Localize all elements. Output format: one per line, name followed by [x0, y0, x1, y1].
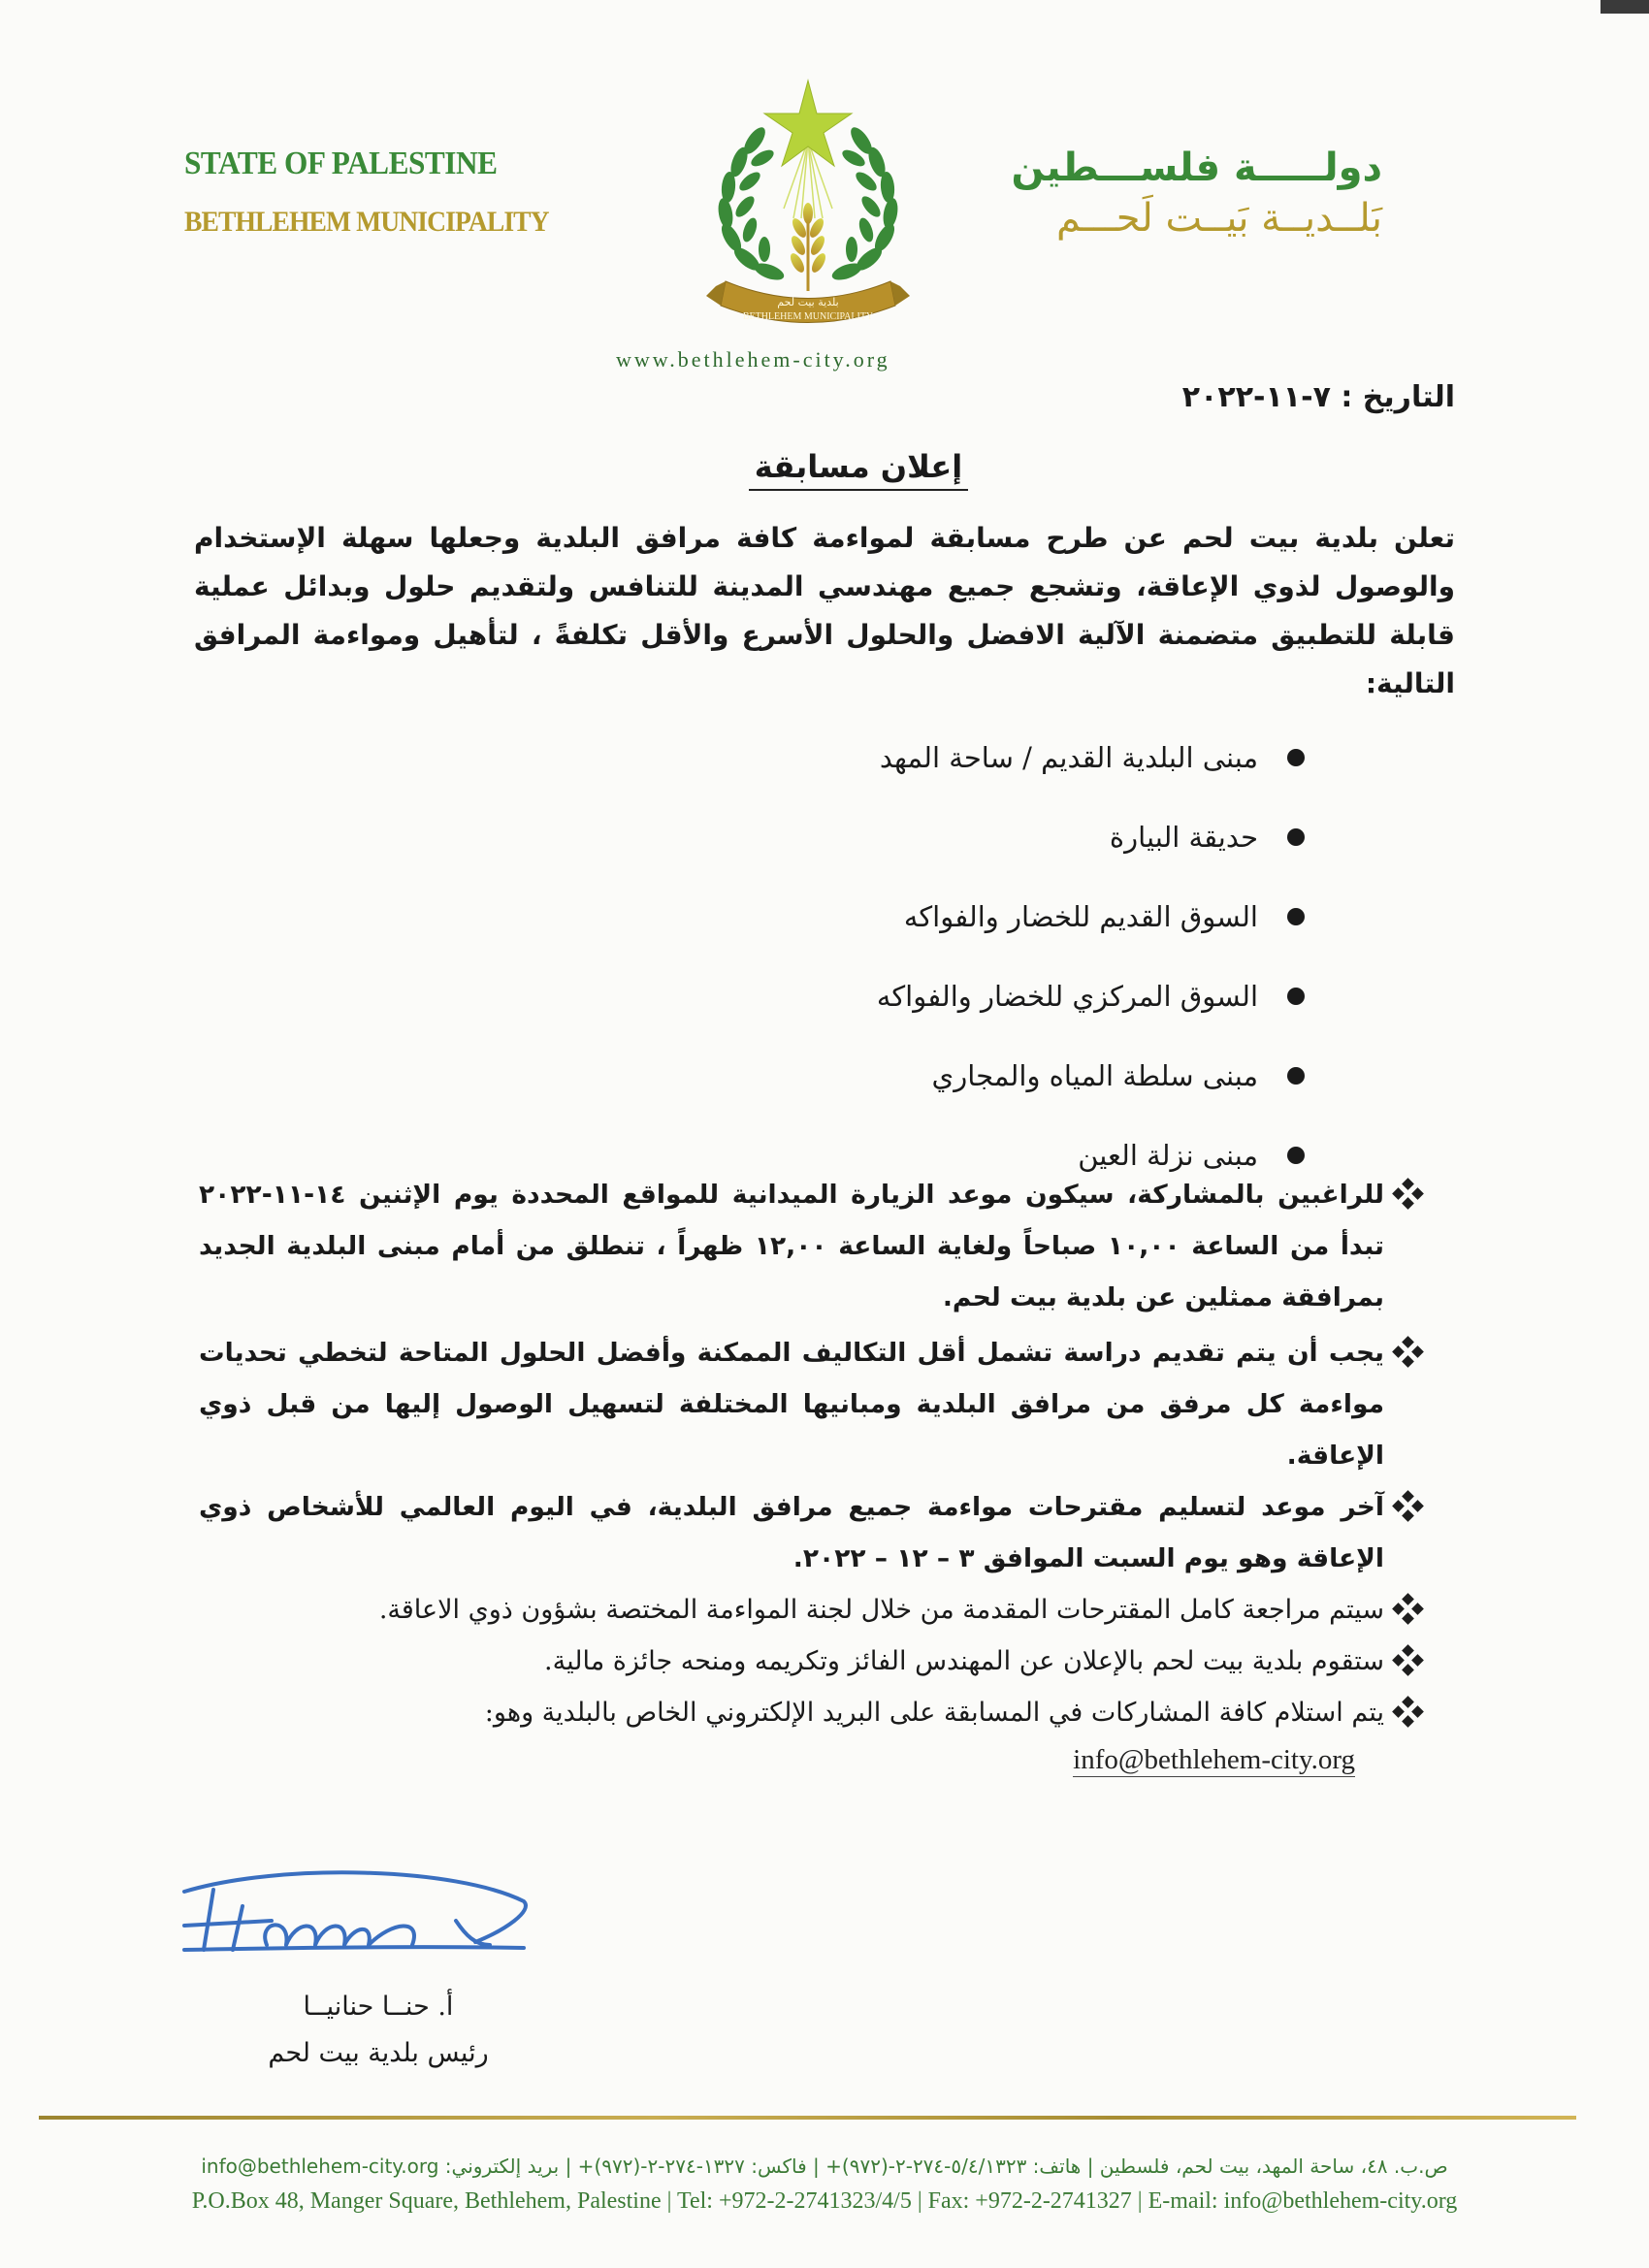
diamond-bullet-icon	[1392, 1594, 1425, 1627]
diamond-bullet-icon	[1392, 1697, 1425, 1730]
header-municipality-arabic: بَلــديــة بَيــت لَحـــم	[1056, 196, 1382, 241]
diamond-bullet-icon	[1392, 1750, 1425, 1783]
note-text: يجب أن يتم تقديم دراسة تشمل أقل التكاليف الممكنة وأفضل الحلول المتاحة لتخطي تحديات مواءمة كل مرفق من مرافق البلدية ومبانيها المختلفة لتسهيل الوصول إليها من قبل ذوي الإعاقة.	[199, 1338, 1384, 1471]
announcement-title-wrap	[0, 448, 1649, 491]
footer-contact-english: P.O.Box 48, Manger Square, Bethlehem, Palestine | Tel: +972-2-2741323/4/5 | Fax: +972-2-2741327 | E-mail: info@bethlehem-city.org	[191, 2188, 1458, 2214]
list-item	[877, 877, 1305, 956]
logo-ribbon-english: BETHLEHEM MUNICIPALITY	[742, 311, 874, 322]
website-url[interactable]: www.bethlehem-city.org	[616, 347, 890, 372]
email-item	[199, 1738, 1421, 1795]
facility-label: مبنى البلدية القديم / ساحة المهد	[879, 741, 1258, 774]
footer-divider	[39, 2116, 1576, 2120]
logo-ribbon-arabic: بلدية بيت لحم	[777, 296, 839, 308]
list-item	[877, 956, 1305, 1036]
list-item	[877, 1036, 1305, 1116]
note-text: ستقوم بلدية بيت لحم بالإعلان عن المهندس الفائز وتكريمه ومنحه جائزة مالية.	[544, 1646, 1384, 1676]
diamond-bullet-icon	[1392, 1337, 1425, 1370]
diamond-bullet-icon	[1392, 1491, 1425, 1524]
announcement-title: إعلان مسابقة	[749, 448, 968, 491]
date-label: التاريخ :	[1341, 380, 1455, 414]
note-item	[199, 1481, 1421, 1584]
note-item	[199, 1687, 1421, 1738]
notes-list	[199, 1169, 1421, 1795]
bullet-icon	[1287, 1147, 1305, 1164]
intro-paragraph: تعلن بلدية بيت لحم عن طرح مسابقة لمواءمة كافة مرافق البلدية وجعلها سهلة الإستخدام والوصول لذوي الإعاقة، وتشجع جميع مهندسي المدينة للتنافس ولتقديم حلول وبدائل عملية قابلة للتطبيق متضمنة الآلية الافضل والحلول الأسرع والأقل تكلفةً ، لتأهيل ومواءمة المرافق التالية:	[194, 522, 1455, 699]
bullet-icon	[1287, 749, 1305, 766]
bullet-icon	[1287, 1067, 1305, 1085]
facility-label: مبنى نزلة العين	[1078, 1139, 1258, 1172]
municipality-logo-icon	[696, 73, 920, 325]
footer	[0, 2149, 1649, 2219]
header-arabic	[1012, 146, 1382, 241]
note-item	[199, 1584, 1421, 1636]
letter-date	[1182, 380, 1455, 414]
signer-role: رئيس بلدية بيت لحم	[268, 2038, 489, 2068]
bullet-icon	[1287, 988, 1305, 1005]
signer-block	[223, 1984, 534, 2077]
bullet-icon	[1287, 828, 1305, 846]
header-english	[184, 146, 580, 239]
signature-text: Hanna	[165, 1838, 217, 1857]
diamond-bullet-icon	[1392, 1179, 1425, 1212]
signer-name: أ. حنــا حنانيــا	[303, 1992, 454, 2022]
note-text: للراغبين بالمشاركة، سيكون موعد الزيارة الميدانية للمواقع المحددة يوم الإثنين ١٤-١١-٢٠٢٢ تبدأ من الساعة ١٠,٠٠ صباحاً ولغاية الساعة ١٢,٠٠ ظهراً ، تنطلق من أمام مبنى البلدية الجديد بمرافقة ممثلين عن بلدية بيت لحم.	[199, 1180, 1384, 1312]
facility-label: السوق القديم للخضار والفواكه	[903, 900, 1258, 933]
note-text: يتم استلام كافة المشاركات في المسابقة على البريد الإلكتروني الخاص بالبلدية وهو:	[484, 1698, 1384, 1728]
note-text: سيتم مراجعة كامل المقترحات المقدمة من خلال لجنة المواءمة المختصة بشؤون ذوي الاعاقة.	[378, 1595, 1384, 1625]
header-state-arabic: دولـــــة فلســـطين	[1011, 146, 1382, 190]
note-item	[199, 1169, 1421, 1323]
list-item	[877, 797, 1305, 877]
note-text: آخر موعد لتسليم مقترحات مواءمة جميع مرافق البلدية، في اليوم العالمي للأشخاص ذوي الإعاقة وهو يوم السبت الموافق ٣ – ١٢ – ٢٠٢٢.	[199, 1492, 1384, 1573]
note-item	[199, 1327, 1421, 1481]
submission-email-link[interactable]: info@bethlehem-city.org	[1073, 1744, 1355, 1775]
bullet-icon	[1287, 908, 1305, 925]
date-value: ٧-١١-٢٠٢٢	[1181, 380, 1331, 414]
facility-label: السوق المركزي للخضار والفواكه	[876, 980, 1258, 1013]
facility-label: حديقة البيارة	[1109, 821, 1258, 854]
diamond-bullet-icon	[1392, 1645, 1425, 1678]
note-item	[199, 1636, 1421, 1687]
footer-contact-arabic: ص.ب. ٤٨، ساحة المهد، بيت لحم، فلسطين | هاتف: ٥/٤/١٣٢٣-٢٧٤-٢-(٩٧٢)+ | فاكس: ١٣٢٧-٢٧٤-٢-(٩٧٢)+ | بريد إلكتروني: info@bethlehem-city.org	[201, 2155, 1448, 2178]
list-item	[877, 718, 1305, 797]
facility-label: مبنى سلطة المياه والمجاري	[931, 1059, 1258, 1092]
header-municipality-english: BETHLEHEM MUNICIPALITY	[184, 206, 549, 238]
facilities-list	[877, 718, 1305, 1195]
scan-edge-artifact	[1600, 0, 1649, 14]
signature-image	[165, 1838, 543, 1960]
header-state-english: STATE OF PALESTINE	[184, 146, 498, 181]
